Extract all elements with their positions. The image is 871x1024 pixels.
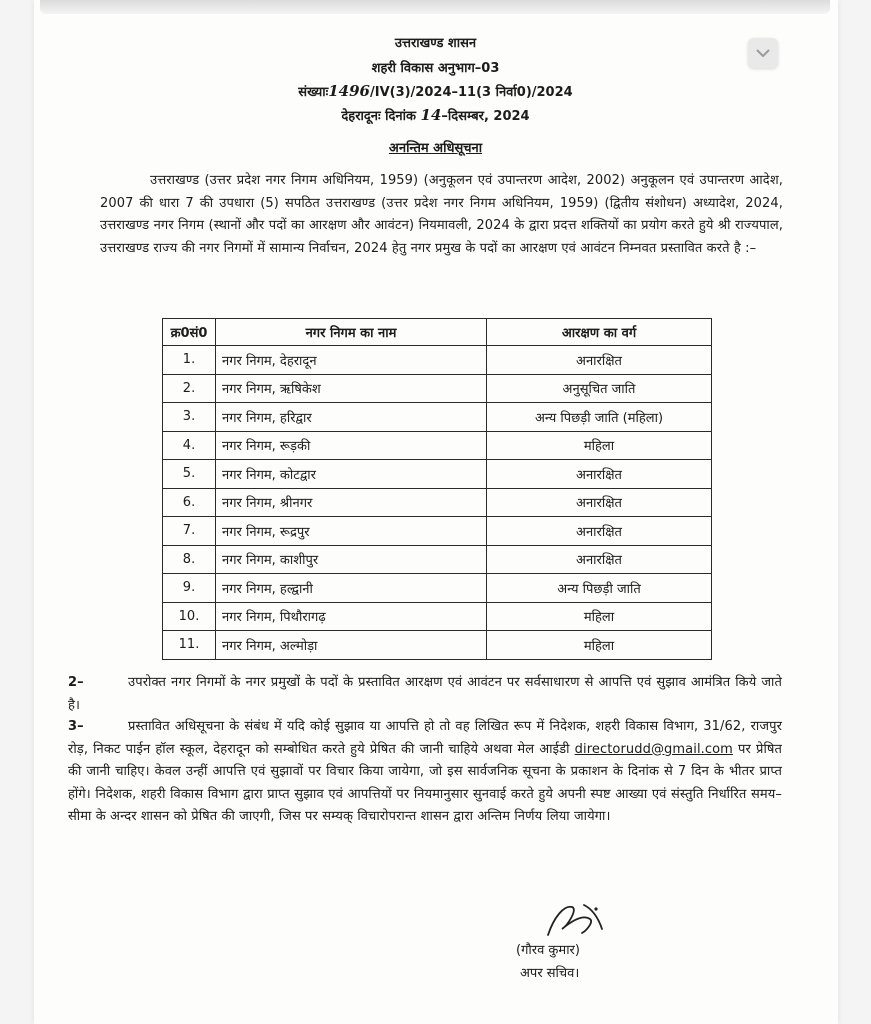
row-category: महिला: [487, 631, 712, 660]
row-serial: 11.: [163, 631, 216, 660]
para3-number: 3–: [68, 719, 84, 734]
row-category: अन्य पिछड़ी जाति (महिला): [487, 403, 712, 432]
signatory-designation: अपर सचिव।: [520, 966, 580, 981]
table-row: [163, 545, 712, 574]
row-serial: 3.: [163, 403, 216, 432]
row-name: नगर निगम, कोटद्वार: [216, 460, 487, 489]
row-category: अनारक्षित: [487, 545, 712, 574]
row-name: नगर निगम, हरिद्वार: [216, 403, 487, 432]
row-category: अनारक्षित: [487, 517, 712, 546]
row-name: नगर निगम, रूद्रपुर: [216, 517, 487, 546]
row-serial: 8.: [163, 545, 216, 574]
ref-number: 1496: [328, 82, 370, 100]
row-category: अनारक्षित: [487, 488, 712, 517]
contact-email-link[interactable]: directorudd@gmail.com: [574, 741, 733, 757]
para2-number: 2–: [68, 675, 84, 690]
govt-name: उत्तराखण्ड शासन: [394, 36, 477, 51]
table-row: [163, 431, 712, 460]
table-row: [163, 574, 712, 603]
ref-suffix: /IV(3)/2024–11(3 निर्वा0)/2024: [369, 85, 573, 100]
row-serial: 1.: [163, 346, 216, 375]
table-row: [163, 631, 712, 660]
row-category: अनुसूचित जाति: [487, 374, 712, 403]
row-serial: 4.: [163, 431, 216, 460]
date-prefix: देहरादूनः दिनांक: [341, 109, 417, 124]
row-category: अन्य पिछड़ी जाति: [487, 574, 712, 603]
paragraph-3: [68, 716, 782, 829]
table-row: [163, 346, 712, 375]
row-name: नगर निगम, देहरादून: [216, 346, 487, 375]
notice-title: अनन्तिम अधिसूचना: [388, 141, 483, 156]
row-serial: 7.: [163, 517, 216, 546]
row-category: अनारक्षित: [487, 346, 712, 375]
row-category: महिला: [487, 431, 712, 460]
ref-prefix: संख्याः: [298, 85, 329, 100]
table-header-row: [163, 319, 712, 346]
header-name: नगर निगम का नाम: [216, 319, 487, 346]
row-name: नगर निगम, काशीपुर: [216, 545, 487, 574]
para2-text: उपरोक्त नगर निगमों के नगर प्रमुखों के पदों के प्रस्तावित आरक्षण एवं आवंटन पर सर्वसाधारण से आपत्ति एवं सुझाव आमंत्रित किये जाते है।: [68, 675, 782, 713]
table-row: [163, 460, 712, 489]
row-category: अनारक्षित: [487, 460, 712, 489]
row-serial: 10.: [163, 602, 216, 631]
reference-number: [0, 82, 871, 100]
row-name: नगर निगम, ऋषिकेश: [216, 374, 487, 403]
table-row: [163, 374, 712, 403]
row-serial: 2.: [163, 374, 216, 403]
row-name: नगर निगम, हल्द्वानी: [216, 574, 487, 603]
date-suffix: –दिसम्बर, 2024: [441, 109, 530, 124]
department-name: शहरी विकास अनुभाग–03: [371, 61, 500, 76]
para3-text-a: प्रस्तावित अधिसूचना के संबंध में यदि कोई सुझाव या आपत्ति हो तो वह लिखित रूप में निदेशक, शहरी विकास विभाग, 31/62, राजपुर रोड़, निकट पाईन हॉल स्कूल, देहरादून को सम्बोधित करते हुये प्रेषित की जानी चाहिये अथवा मेल आईडी: [68, 719, 782, 757]
row-serial: 5.: [163, 460, 216, 489]
row-name: नगर निगम, रूड़की: [216, 431, 487, 460]
intro-paragraph: उत्तराखण्ड (उत्तर प्रदेश नगर निगम अधिनियम, 1959) (अनुकूलन एवं उपान्तरण आदेश, 2002) अनुकूलन एवं उपान्तरण आदेश, 2007 की धारा 7 की उपधारा (5) सपठित उत्तराखण्ड (उत्तर प्रदेश नगर निगम अधिनियम, 1959) (द्वितीय संशोधन) अध्यादेश, 2024, उत्तराखण्ड नगर निगम (स्थानों और पदों का आरक्षण और आवंटन) नियमावली, 2024 के द्वारा प्रदत्त शक्तियों का प्रयोग करते हुये श्री राज्यपाल, उत्तराखण्ड राज्य की नगर निगमों में सामान्य निर्वाचन, 2024 हेतु नगर प्रमुख के पदों का आरक्षण एवं आवंटन निम्नवत प्रस्तावित करते है :–: [100, 173, 783, 256]
table-row: [163, 488, 712, 517]
row-category: महिला: [487, 602, 712, 631]
row-serial: 9.: [163, 574, 216, 603]
row-name: नगर निगम, पिथौरागढ़: [216, 602, 487, 631]
para3-text-b: पर प्रेषित की जानी चाहिए। केवल उन्हीं आपत्ति एवं सुझावों पर विचार किया जायेगा, जो इस सार्वजनिक सूचना के प्रकाशन के दिनांक से 7 दिन के भीतर प्राप्त होंगे। निदेशक, शहरी विकास विभाग द्वारा प्राप्त सुझाव एवं आपत्तियों पर नियमानुसार सुनवाई करते हुये अपनी स्पष्ट आख्या एवं संस्तुति निर्धारित समय–सीमा के अन्दर शासन को प्रेषित की जाएगी, जिस पर सम्यक् विचारोपरान्त शासन द्वारा अन्तिम निर्णय लिया जायेगा।: [68, 741, 783, 824]
header-serial: क्र0सं0: [163, 319, 216, 346]
row-name: नगर निगम, श्रीनगर: [216, 488, 487, 517]
table-row: [163, 602, 712, 631]
date-day: 14: [420, 106, 442, 124]
table-row: [163, 517, 712, 546]
row-serial: 6.: [163, 488, 216, 517]
window-top-bar: [40, 0, 830, 14]
paragraph-2: [68, 672, 782, 717]
reservation-table: [162, 318, 712, 660]
row-name: नगर निगम, अल्मोड़ा: [216, 631, 487, 660]
table-row: [163, 403, 712, 432]
header-category: आरक्षण का वर्ग: [487, 319, 712, 346]
signatory-name: (गौरव कुमार): [516, 943, 580, 958]
document-date: [0, 106, 871, 124]
